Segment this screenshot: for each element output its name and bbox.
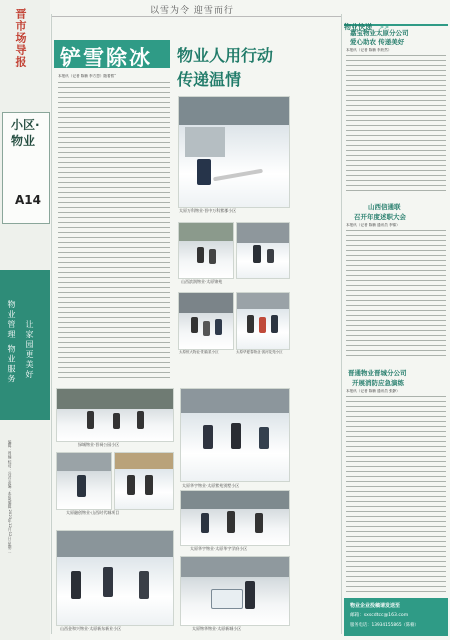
photo-caption-10: 太原物华物业·太原新城小区 — [192, 626, 242, 631]
photo-11 — [56, 530, 174, 626]
section-box — [2, 112, 50, 224]
column-divider — [341, 14, 342, 634]
article-2-title-1: 山西信通联 — [368, 203, 401, 211]
photo-9 — [114, 452, 174, 510]
photo-caption-8: 太原华宇物业·太原华宇学府小区 — [190, 546, 248, 551]
contact-phone: 服务电话：13934155865（陈楠） — [350, 623, 419, 628]
lead-dateline: 本报讯（记者 陈楠 李方思）随着暂“ — [58, 74, 117, 78]
photo-10 — [180, 490, 290, 546]
news-flash-arrow: >> — [379, 24, 390, 31]
article-3-title-2: 开展消防应急演练 — [352, 379, 404, 387]
article-2-title-2: 召开年度述职大会 — [354, 213, 406, 221]
article-1-title-1: 嘉宝物业太原分公司 — [350, 29, 409, 37]
article-3-byline: 本报讯（记者 陈楠 通讯员 张静） — [346, 389, 400, 393]
side-band-line1: 物业管理 物业服务 — [7, 300, 16, 385]
news-flash-header — [344, 14, 448, 31]
photo-caption-3: 太原恒大物业·阳曲星小区 — [179, 350, 219, 354]
headline-left-box — [54, 40, 170, 68]
photo-1 — [178, 96, 290, 208]
footer-meta: 编辑：周楠 校对：冯君 责编：本报/编辑 2023年12月12日 星期二 — [8, 440, 13, 553]
photo-caption-5: 绿城物业·晋祠公园小区 — [78, 442, 120, 447]
masthead-title: 晋市场导报 — [14, 8, 27, 68]
photo-7 — [180, 388, 290, 482]
photo-3 — [236, 222, 290, 279]
news-flash-title: 物业快递 — [344, 23, 372, 31]
photo-caption-1: 太原万科物业·晋中万科紫郡小区 — [179, 208, 237, 213]
article-2-byline: 本报讯（记者 陈楠 通讯员 李锦） — [346, 223, 400, 227]
page-number: A14 — [15, 193, 41, 207]
photo-5 — [236, 292, 290, 350]
photo-caption-9: 山西金和兴物业·太原新东新业小区 — [60, 626, 122, 631]
section-title: 小区·物业 — [11, 118, 40, 148]
contact-line-1: 物业企业投稿请发送至 — [350, 603, 401, 609]
article-3-body — [346, 396, 446, 592]
photo-caption-4: 太原华夏春物业·滨河花苑小区 — [236, 350, 283, 354]
top-rule — [52, 16, 342, 17]
article-3-title-1: 晋通物业晋城分公司 — [348, 369, 407, 377]
headline-right-1: 物业人用行动 — [177, 46, 274, 65]
photo-caption-2: 山西滨润物业·太原锦苑 — [181, 279, 223, 284]
side-band-line2: 让家园更美好 — [25, 320, 34, 380]
photo-2 — [178, 222, 234, 279]
article-body-column — [58, 82, 170, 382]
article-1-title-2: 爱心助农 传递美好 — [350, 38, 405, 46]
photo-4 — [178, 292, 234, 350]
article-1-byline: 本报讯（记者 陈楠 李欣然） — [346, 48, 392, 52]
article-1-body — [346, 55, 446, 193]
slogan: 以雪为令 迎雪而行 — [150, 6, 234, 16]
photo-caption-6: 太原华宇物业·太原紫苑别墅小区 — [182, 483, 240, 488]
article-2-body — [346, 230, 446, 360]
photo-12 — [180, 556, 290, 626]
headline-left: 铲雪除冰 — [60, 46, 152, 70]
contact-email[interactable]: 邮箱：sxscdtcc@163.com — [350, 613, 409, 618]
contact-box — [344, 598, 448, 636]
photo-caption-7: 太原融创物业·山西时代城项目 — [66, 510, 120, 515]
masthead-logo — [4, 8, 48, 88]
page-border-left — [51, 14, 52, 634]
photo-8 — [56, 452, 112, 510]
photo-6 — [56, 388, 174, 442]
headline-right-2: 传递温情 — [177, 70, 242, 89]
